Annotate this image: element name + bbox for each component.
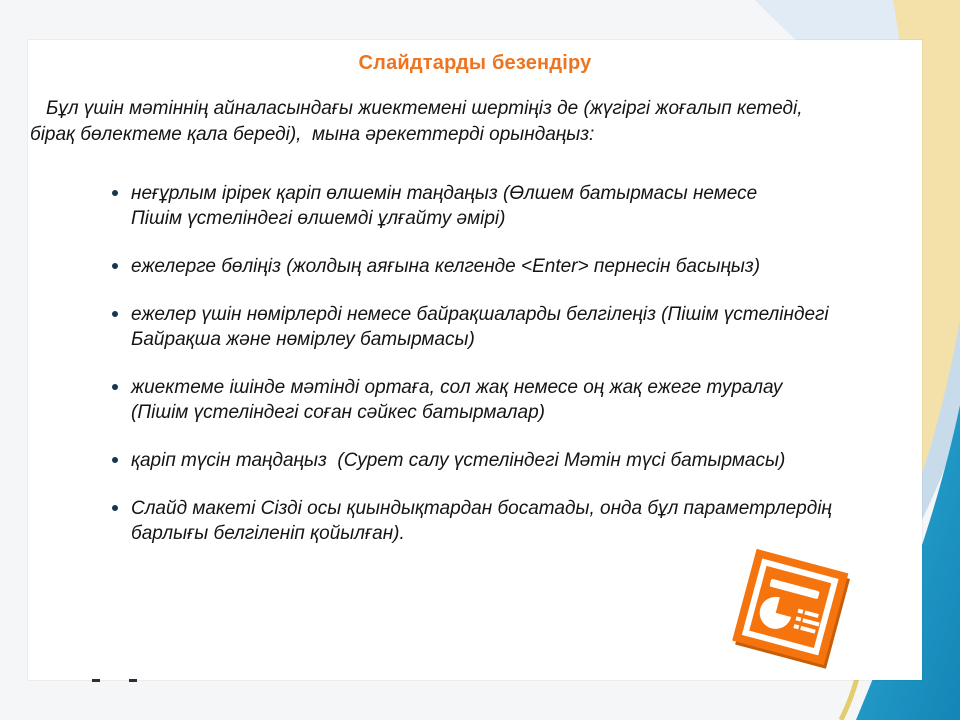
bullet-item: [112, 181, 919, 231]
bullet-line: неғұрлым ірірек қаріп өлшемін таңдаңыз (Өлшем батырмасы немесе: [131, 183, 758, 204]
bullet-line: ежелер үшін нөмірлерді немесе байрақшаларды белгілеңіз (Пішім үстеліндегі: [131, 304, 829, 325]
bullet-text: [131, 181, 919, 231]
bullet-dot-icon: [112, 505, 118, 511]
bullet-dot-icon: [112, 263, 118, 269]
stray-mark: [129, 679, 137, 682]
bullet-line: (Пішім үстеліндегі соған сәйкес батырмалар): [131, 402, 545, 423]
bullet-text: [131, 302, 919, 352]
bullet-dot-icon: [112, 384, 118, 390]
bullet-line: Пішім үстеліндегі өлшемді ұлғайту әмірі): [131, 208, 506, 229]
bullet-line: Байрақша және нөмірлеу батырмасы): [131, 329, 475, 350]
bullet-line: ежелерге бөліңіз (жолдың аяғына келгенде <Enter> пернесін басыңыз): [131, 256, 761, 277]
bullet-line: қаріп түсін таңдаңыз (Сурет салу үстеліндегі Мәтін түсі батырмасы): [131, 450, 786, 471]
intro-line: бірақ бөлектеме қала береді), мына әрекеттерді орындаңыз:: [30, 124, 595, 145]
stray-mark: [92, 679, 100, 682]
intro-paragraph: [30, 96, 918, 148]
bullet-item: [112, 448, 919, 473]
bullet-text: [131, 496, 919, 546]
bullet-item: [112, 302, 919, 352]
bullet-text: [131, 375, 919, 425]
slide-title: Слайдтарды безендіру: [358, 52, 592, 74]
bullet-item: [112, 496, 919, 546]
bullet-text: [131, 254, 919, 279]
intro-line: Бұл үшін мәтіннің айналасындағы жиектемені шертіңіз де (жүгіргі жоғалып кетеді,: [46, 98, 803, 119]
bullet-dot-icon: [112, 311, 118, 317]
bullet-line: барлығы белгіленіп қойылған).: [131, 523, 405, 544]
bullet-line: жиектеме ішінде мәтінді ортаға, сол жақ немесе оң жақ ежеге туралау: [131, 377, 783, 398]
bullet-line: Слайд макеті Сізді осы қиындықтардан босатады, онда бұл параметрлердің: [131, 498, 832, 519]
bullet-dot-icon: [112, 190, 118, 196]
content-panel: [28, 40, 922, 680]
bullet-text: [131, 448, 919, 473]
bullet-dot-icon: [112, 457, 118, 463]
bullet-list: [112, 181, 919, 569]
bullet-item: [112, 375, 919, 425]
bullet-item: [112, 254, 919, 279]
